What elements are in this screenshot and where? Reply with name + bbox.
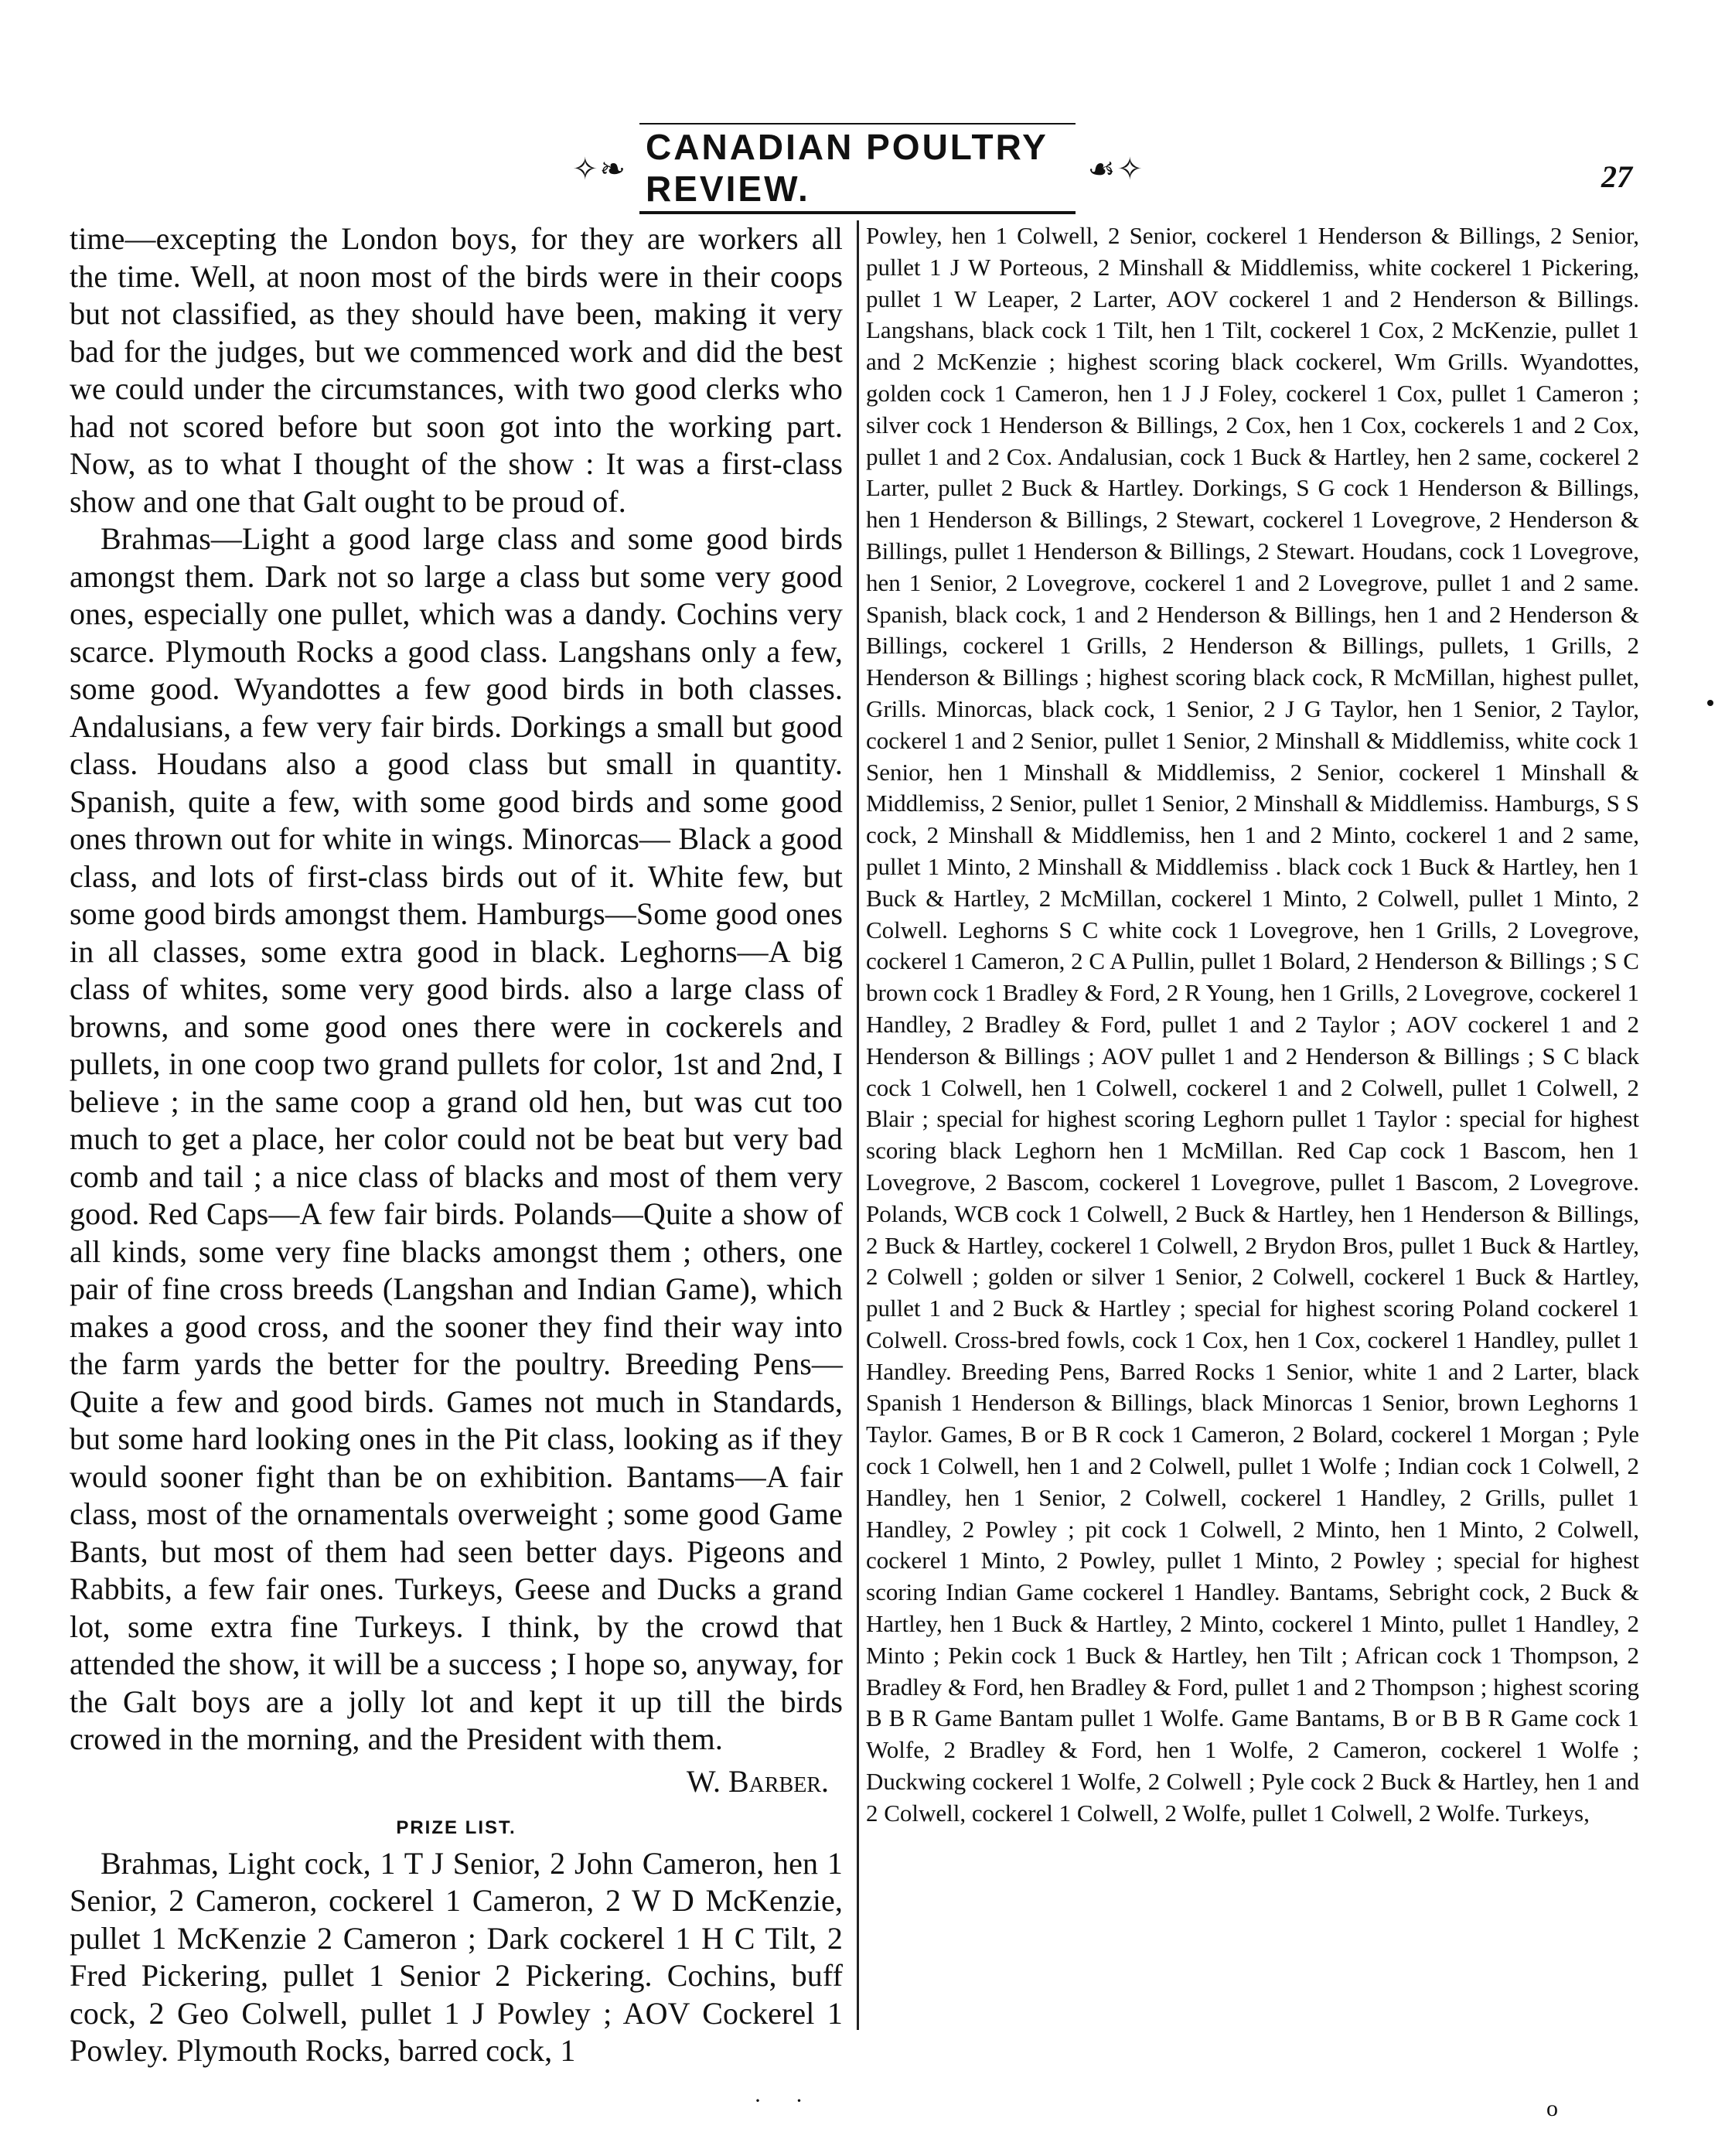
prize-list-text-right: Powley, hen 1 Colwell, 2 Senior, cockerel 1 Henderson & Billings, 2 Senior, pullet 1 J W Porteous, 2 Minshall & Middlemiss, white cockerel 1 Pickering, pullet 1 W Leaper, 2 Larter, AOV cockerel 1 and 2 Henderson & Billings. Langshans, black cock 1 Tilt, hen 1 Tilt, cockerel 1 Cox, 2 McKenzie, pullet 1 and 2 McKenzie ; highest scoring black cockerel, Wm Grills. Wyandottes, golden cock 1 Cameron, hen 1 J J Foley, cockerel 1 Cox, pullet 1 Cameron ; silver cock 1 Henderson & Billings, 2 Cox, hen 1 Cox, cockerels 1 and 2 Cox, pullet 1 and 2 Cox. Andalusian, cock 1 Buck & Hartley, hen 2 same, cockerel 2 Larter, pullet 2 Buck & Hartley. Dorkings, S G cock 1 Henderson & Billings, hen 1 Henderson & Billings, 2 Stewart, cockerel 1 Lovegrove, 2 Henderson & Billings, pullet 1 Henderson & Billings, 2 Stewart. Houdans, cock 1 Lovegrove, hen 1 Senior, 2 Lovegrove, cockerel 1 and 2 Lovegrove, pullet 1 and 2 same. Spanish, black cock, 1 and 2 Henderson & Billings, hen 1 and 2 Henderson & Billings, cockerel 1 Grills, 2 Henderson & Billings, pullets, 1 Grills, 2 Henderson & Billings ; highest scoring black cock, R McMillan, highest pullet, Grills. Minorcas, black cock, 1 Senior, 2 J G Taylor, hen 1 Senior, 2 Taylor, cockerel 1 and 2 Senior, pullet 1 Senior, 2 Minshall & Middlemiss, white cock 1 Senior, hen 1 Minshall & Middlemiss, 2 Senior, cockerel 1 Minshall & Middlemiss, 2 Senior, pullet 1 Senior, 2 Minshall & Middlemiss. Hamburgs, S S cock, 2 Minshall & Middlemiss, hen 1 and 2 Minto, cockerel 1 and 2 same, pullet 1 Minto, 2 Minshall & Middlemiss . black cock 1 Buck & Hartley, hen 1 Buck & Hartley, 2 McMillan, cockerel 1 Minto, 2 Colwell, pullet 1 Minto, 2 Colwell. Leghorns S C white cock 1 Lovegrove, hen 1 Grills, 2 Lovegrove, cockerel 1 Cameron, 2 C A Pullin, pullet 1 Bolard, 2 Henderson & Billings ; S C brown cock 1 Bradley & Ford, 2 R Young, hen 1 Grills, 2 Lovegrove, cockerel 1 Handley, 2 Bradley & Ford, pullet 1 and 2 Taylor ; AOV cockerel 1 and 2 Henderson & Billings ; AOV pullet 1 and 2 Henderson & Billings ; S C black cock 1 Colwell, hen 1 Colwell, cockerel 1 and 2 Colwell, pullet 1 Colwell, 2 Blair ; special for highest scoring Leghorn pullet 1 Taylor : special for highest scoring black Leghorn hen 1 McMillan. Red Cap cock 1 Bascom, hen 1 Lovegrove, 2 Bascom, cockerel 1 Lovegrove, pullet 1 Bascom, 2 Lovegrove. Polands, WCB cock 1 Colwell, 2 Buck & Hartley, hen 1 Henderson & Billings, 2 Buck & Hartley, cockerel 1 Colwell, 2 Brydon Bros, pullet 1 Buck & Hartley, 2 Colwell ; golden or silver 1 Senior, 2 Colwell, cockerel 1 Buck & Hartley, pullet 1 and 2 Buck & Hartley ; special for highest scoring Poland cockerel 1 Colwell. Cross-bred fowls, cock 1 Cox, hen 1 Cox, cockerel 1 Handley, pullet 1 Handley. Breeding Pens, Barred Rocks 1 Senior, white 1 and 2 Larter, black Spanish 1 Henderson & Billings, black Minorcas 1 Senior, brown Leghorns 1 Taylor. Games, B or B R cock 1 Cameron, 2 Bolard, cockerel 1 Morgan ; Pyle cock 1 Colwell, hen 1 and 2 Colwell, pullet 1 Wolfe ; Indian cock 1 Colwell, 2 Handley, hen 1 Senior, 2 Colwell, cockerel 1 Handley, 2 Grills, pullet 1 Handley, 2 Powley ; pit cock 1 Colwell, 2 Minto, hen 1 Minto, 2 Colwell, cockerel 1 Minto, 2 Powley, pullet 1 Minto, 2 Powley ; special for highest scoring Indian Game cockerel 1 Handley. Bantams, Sebright cock, 2 Buck & Hartley, hen 1 Buck & Hartley, 2 Minto, cockerel 1 Minto, pullet 1 Handley, 2 Minto ; Pekin cock 1 Buck & Hartley, hen Tilt ; African cock 1 Thompson, 2 Bradley & Ford, hen Bradley & Ford, pullet 1 and 2 Thompson ; highest scoring B B R Game Bantam pullet 1 Wolfe. Game Bantams, B or B B R Game cock 1 Wolfe, 2 Bradley & Ford, hen 1 Wolfe, 2 Cameron, cockerel 1 Wolfe ; Duckwing cockerel 1 Wolfe, 2 Colwell ; Pyle cock 2 Buck & Hartley, hen 1 and 2 Colwell, cockerel 1 Colwell, 2 Wolfe, pullet 1 Colwell, 2 Wolfe. Turkeys, <box>866 222 1639 1827</box>
footer-dots: · · <box>754 2088 817 2113</box>
article-paragraph-1: time—excepting the London boys, for they are workers all the time. Well, at noon most of the birds were in their coops but not classified, as they should have been, making it very bad for the judges, but we commenced work and did the best we could under the circumstances, with two good clerks who had not scored before but soon got into the working part. Now, as to what I thought of the show : It was a first-class show and one that Galt ought to be proud of. <box>70 221 843 519</box>
footer-mark: o <box>1546 2096 1558 2121</box>
column-divider <box>857 220 859 2030</box>
masthead-flourish-right: ☙✧ <box>1087 151 1144 186</box>
right-column <box>866 220 1639 2045</box>
author-signature: W. Barber. <box>686 1763 829 1799</box>
page-number: 27 <box>1601 159 1632 194</box>
masthead-flourish-left: ✧❧ <box>572 151 628 186</box>
article-paragraph-2: Brahmas—Light a good large class and some good birds amongst them. Dark not so large a class but some very good ones, especially one pullet, which was a dandy. Cochins very scarce. Plymouth Rocks a good class. Langshans only a few, some good. Wyandottes a few good birds in both classes. Andalusians, a few very fair birds. Dorkings a small but good class. Houdans also a good class but small in quantity. Spanish, quite a few, with some good birds and some good ones thrown out for white in wings. Minorcas— Black a good class, and lots of first-class birds out of it. White few, but some good birds amongst them. Hamburgs—Some good ones in all classes, some extra good in black. Leghorns—A big class of whites, some very good birds. also a large class of browns, and some good ones there were in cockerels and pullets, in one coop two grand pullets for color, 1st and 2nd, I believe ; in the same coop a grand old hen, but was cut too much to get a place, her color could not be beat but very bad comb and tail ; a nice class of blacks and most of them very good. Red Caps—A few fair birds. Polands—Quite a show of all kinds, some very fine blacks amongst them ; others, one pair of fine cross breeds (Langshan and Indian Game), which makes a good cross, and the sooner they find their way into the farm yards the better for the poultry. Breeding Pens—Quite a few and good birds. Games not much in Standards, but some hard looking ones in the Pit class, looking as if they would sooner fight than be on exhibition. Bantams—A fair class, most of the ornamentals overweight ; some good Game Bants, but most of them had seen better days. Pigeons and Rabbits, a few fair ones. Turkeys, Geese and Ducks a grand lot, some extra fine Turkeys. I think, by the crowd that attended the show, it will be a success ; I hope so, anyway, for the Galt boys are a jolly lot and kept it up till the birds crowed in the morning, and the President with them. <box>70 521 843 1756</box>
masthead-title: CANADIAN POULTRY REVIEW. <box>639 123 1076 214</box>
masthead <box>572 127 1144 209</box>
left-column <box>70 220 843 2068</box>
print-speck <box>1707 700 1713 706</box>
prize-list-heading: PRIZE LIST. <box>396 1817 516 1838</box>
prize-list-text-left: Brahmas, Light cock, 1 T J Senior, 2 John Cameron, hen 1 Senior, 2 Cameron, cockerel 1 Cameron, 2 W D McKenzie, pullet 1 McKenzie 2 Cameron ; Dark cockerel 1 H C Tilt, 2 Fred Pickering, pullet 1 Senior 2 Pickering. Cochins, buff cock, 2 Geo Colwell, pullet 1 J Powley ; AOV Cockerel 1 Powley. Plymouth Rocks, barred cock, 1 <box>70 1845 843 2068</box>
